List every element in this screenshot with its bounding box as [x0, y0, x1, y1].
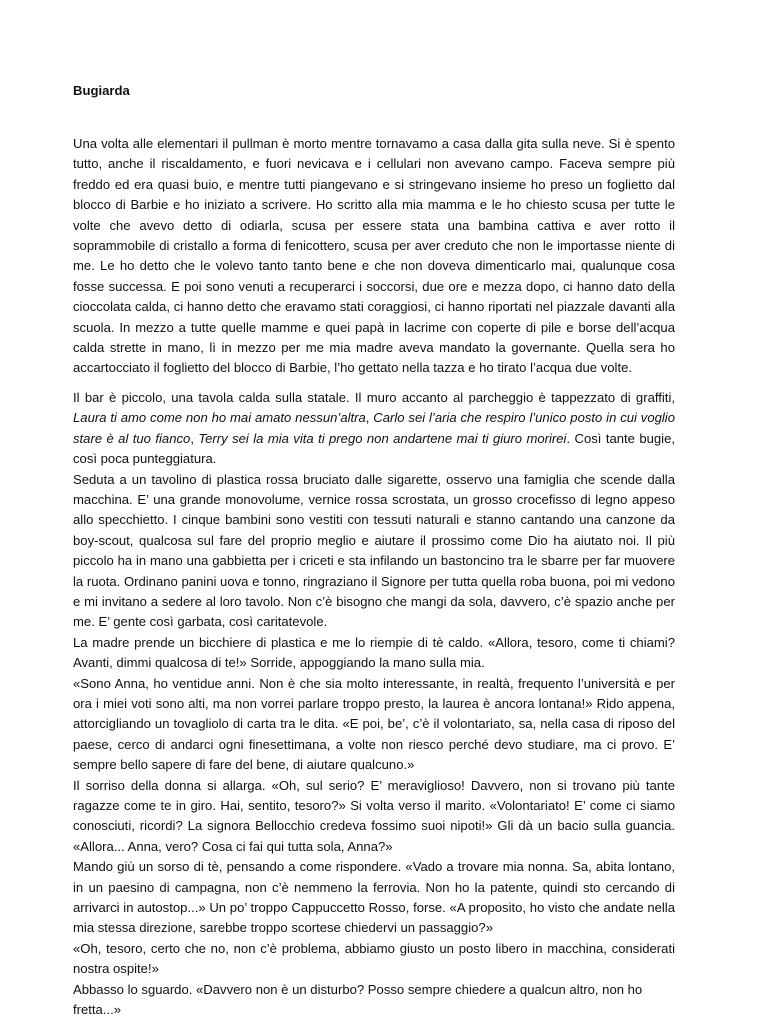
graffiti-laura: Laura ti amo come non ho mai amato nessun’altra: [73, 410, 366, 426]
paragraph-bar-start: Il bar è piccolo, una tavola calda sulla statale. Il muro accanto al parcheggio è tappezzato di graffiti,: [73, 389, 675, 405]
paragraph-tea: Mando giù un sorso di tè, pensando a come rispondere. «Vado a trovare mia nonna. Sa, abita lontano, in un paesino di campagna, non c’è nemmeno la ferrovia. Non ho la patente, quindi sto cercando di arrivarci in autostop...» Un po’ troppo Cappuccetto Rosso, forse. «A proposito, ho visto che andate nella mia stessa direzione, sarebbe troppo scortese chiedervi un passaggio?»: [73, 859, 675, 936]
paragraph-school-bus: Una volta alle elementari il pullman è morto mentre tornavamo a casa dalla gita sulla neve. Si è spento tutto, anche il riscaldamento, e fuori nevicava e i cellulari non avevano campo. Faceva sempre più freddo ed era quasi buio, e mentre tutti piangevano e si stringevano insieme ho preso un foglietto dal blocco di Barbie e ho iniziato a scrivere. Ho scritto alla mia mamma e le ho chiesto scusa per tutte le volte che avevo detto di odiarla, scusa per essere stata una bambina cattiva e aver rotto il soprammobile di cristallo a forma di fenicottero, scusa per aver creduto che non le importasse niente di me. Le ho detto che le volevo tanto tanto bene e che non doveva dimenticarlo mai, qualunque cosa fosse successa. E poi sono venuti a recuperarci i soccorsi, due ore e mezza dopo, ci hanno dato della cioccolata calda, ci hanno detto che eravamo stati coraggiosi, ci hanno riportati nel piazzale davanti alla scuola. In mezzo a tutte quelle mamme e quei papà in lacrime con coperte di pile e borse dell’acqua calda strette in mano, lì in mezzo per me mia madre aveva mandato la governante. Quella sera ho accartocciato il foglietto del blocco di Barbie, l’ho gettato nella tazza e ho tirato l’acqua due volte.: [73, 136, 675, 376]
paragraph-gaze: Abbasso lo sguardo. «Davvero non è un disturbo? Posso sempre chiedere a qualcun altro, non ho fretta...»: [73, 981, 643, 1018]
paragraph-family: Seduta a un tavolino di plastica rossa bruciato dalle sigarette, osservo una famiglia che scende dalla macchina. E’ una grande monovolume, vernice rossa scrostata, un grosso crocefisso di legno appeso allo specchietto. I cinque bambini sono vestiti con tessuti naturali e stanno cantando una canzone da boy-scout, qualcosa sul fare del proprio meglio e aiutare il prossimo come Dio ha aiutato noi. Il più piccolo ha in mano una gabbietta per i criceti e sta infilando un bastoncino tra le sbarre per far muovere la ruota. Ordinano panini uova e tonno, ringraziano il Signore per tutta quella roba buona, poi mi vedono e mi invitano a sedere al loro tavolo. Non c’è bisogno che mangi da sola, davvero, c’è spazio anche per me. E’ gente così garbata, così caritatevole.: [73, 471, 675, 630]
paragraph-smile: Il sorriso della donna si allarga. «Oh, sul serio? E’ meraviglioso! Davvero, non si trovano più tante ragazze come te in giro. Hai, sentito, tesoro?» Si volta verso il marito. «Volontariato! E’ come ci siamo conosciuti, ricordi? La signora Bellocchio credeva fossimo suoi nipoti!» Gli dà un bacio sulla guancia. «Allora... Anna, vero? Cosa ci fai qui tutta sola, Anna?»: [73, 777, 675, 854]
paragraph-bar: [73, 388, 675, 470]
paragraph-anna: «Sono Anna, ho ventidue anni. Non è che sia molto interessante, in realtà, frequento l’università e per ora i miei voti sono alti, ma non vorrei parlare troppo presto, la laurea è ancora lontana!» Rido appena, attorcigliando un tovagliolo di carta tra le dita. «E poi, be’, c’è il volontariato, sa, nella casa di riposo del paese, cerco di andarci ogni finesettimana, a volte non riesco perché devo studiare, ma ci provo. E’ sempre bello sapere di fare del bene, di aiutare qualcuno.»: [73, 675, 675, 773]
paragraph-bar-end: . Così tante bugie, così poca punteggiatura.: [73, 430, 676, 467]
paragraph-guest: «Oh, tesoro, certo che no, non c’è problema, abbiamo giusto un posto libero in macchina, considerati nostra ospite!»: [73, 940, 675, 977]
separator: ,: [190, 430, 199, 446]
document-title: Bugiarda: [73, 83, 130, 98]
graffiti-terry: Terry sei la mia vita ti prego non andartene mai ti giuro morirei: [198, 430, 567, 446]
paragraph-mother: La madre prende un bicchiere di plastica e me lo riempie di tè caldo. «Allora, tesoro, come ti chiami? Avanti, dimmi qualcosa di te!» Sorride, appoggiando la mano sulla mia.: [73, 634, 675, 671]
graffiti-carlo: Carlo sei l’aria che respiro l’unico posto in cui voglio stare è al tuo fianco: [73, 410, 675, 446]
separator: ,: [365, 410, 374, 426]
